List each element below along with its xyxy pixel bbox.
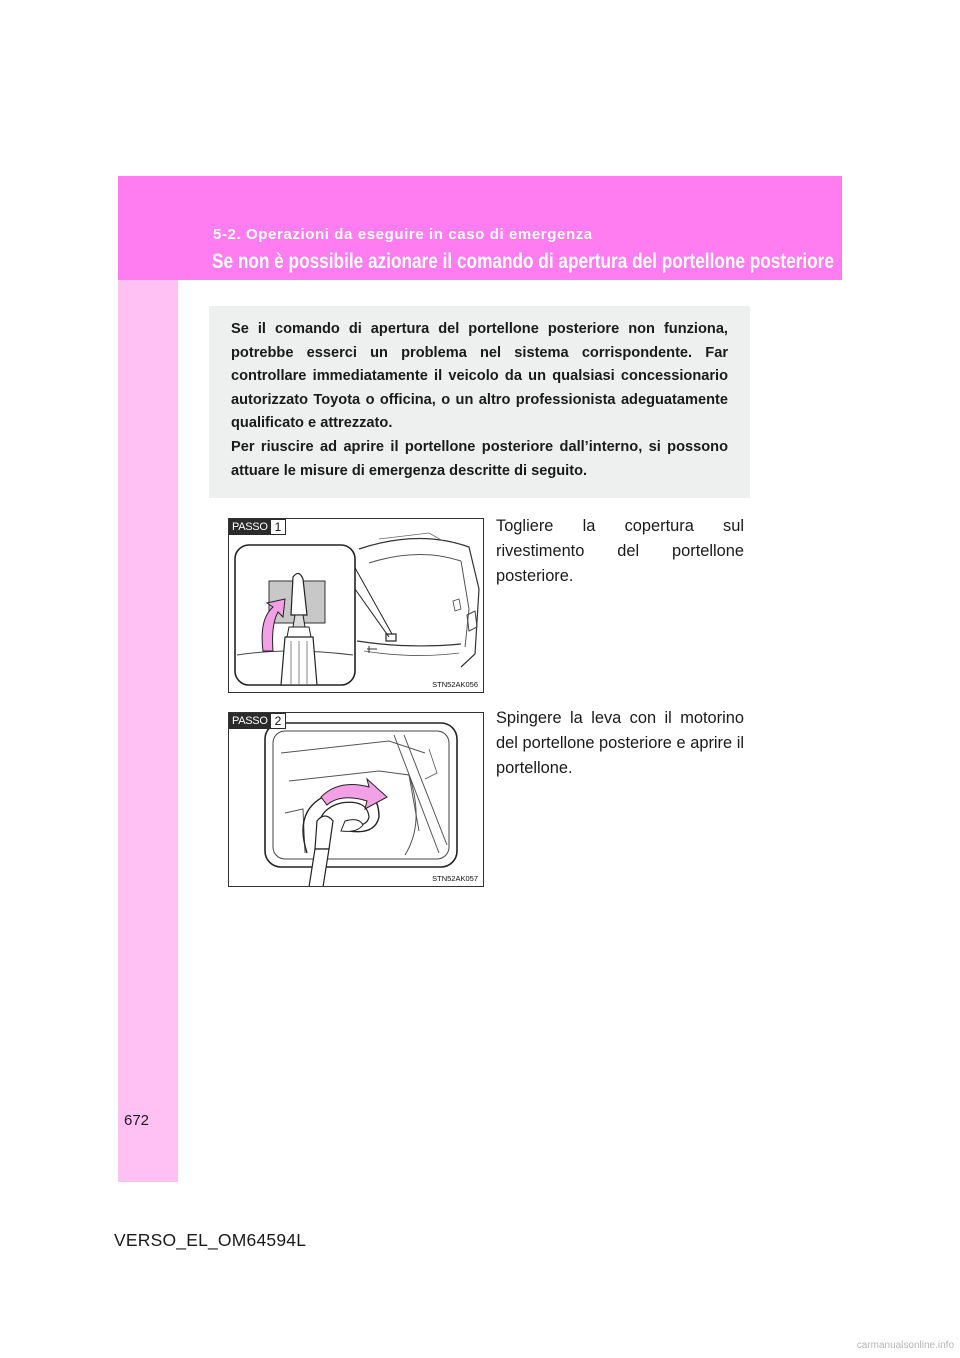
page-title: Se non è possibile azionare il comando di apertura del portellone posteriore [212, 250, 834, 273]
step-1-badge [229, 519, 286, 535]
page-number: 672 [124, 1112, 150, 1129]
intro-paragraph-1: Se il comando di apertura del portellone posteriore non funziona, potrebbe esserci un problema nel sistema corrispondente. Far controllare immediatamente il veicolo da un qualsiasi concessionario autorizzato Toyota o officina, o un altro professionista adeguatamente qualificato e attrezzato. [231, 321, 728, 432]
watermark: carmanualsonline.info [856, 1340, 954, 1351]
figure-code: STN52AK056 [432, 680, 478, 689]
section-label: 5-2. Operazioni da eseguire in caso di emergenza [213, 226, 593, 243]
tailgate-lever-illustration [229, 713, 484, 887]
intro-paragraph-2: Per riuscire ad aprire il portellone posteriore dall’interno, si possono attuare le misure di emergenza descritte di seguito. [231, 438, 728, 479]
intro-text [231, 318, 728, 483]
step-badge-number: 2 [270, 713, 287, 729]
step-badge-label: PASSO [229, 519, 270, 535]
step-1-figure [228, 518, 484, 693]
step-2-badge [229, 713, 286, 729]
side-band [118, 176, 178, 1182]
document-code: VERSO_EL_OM64594L [114, 1230, 307, 1250]
tailgate-trim-illustration [229, 519, 484, 693]
step-1-text: Togliere la copertura sul rivestimento del portellone posteriore. [496, 517, 744, 585]
step-badge-number: 1 [270, 519, 287, 535]
intro-box [209, 306, 750, 498]
figure-code: STN52AK057 [432, 874, 478, 883]
step-badge-label: PASSO [229, 713, 270, 729]
step-2-figure [228, 712, 484, 887]
step-2-text: Spingere la leva con il motorino del portellone posteriore e aprire il portellone. [496, 709, 744, 777]
